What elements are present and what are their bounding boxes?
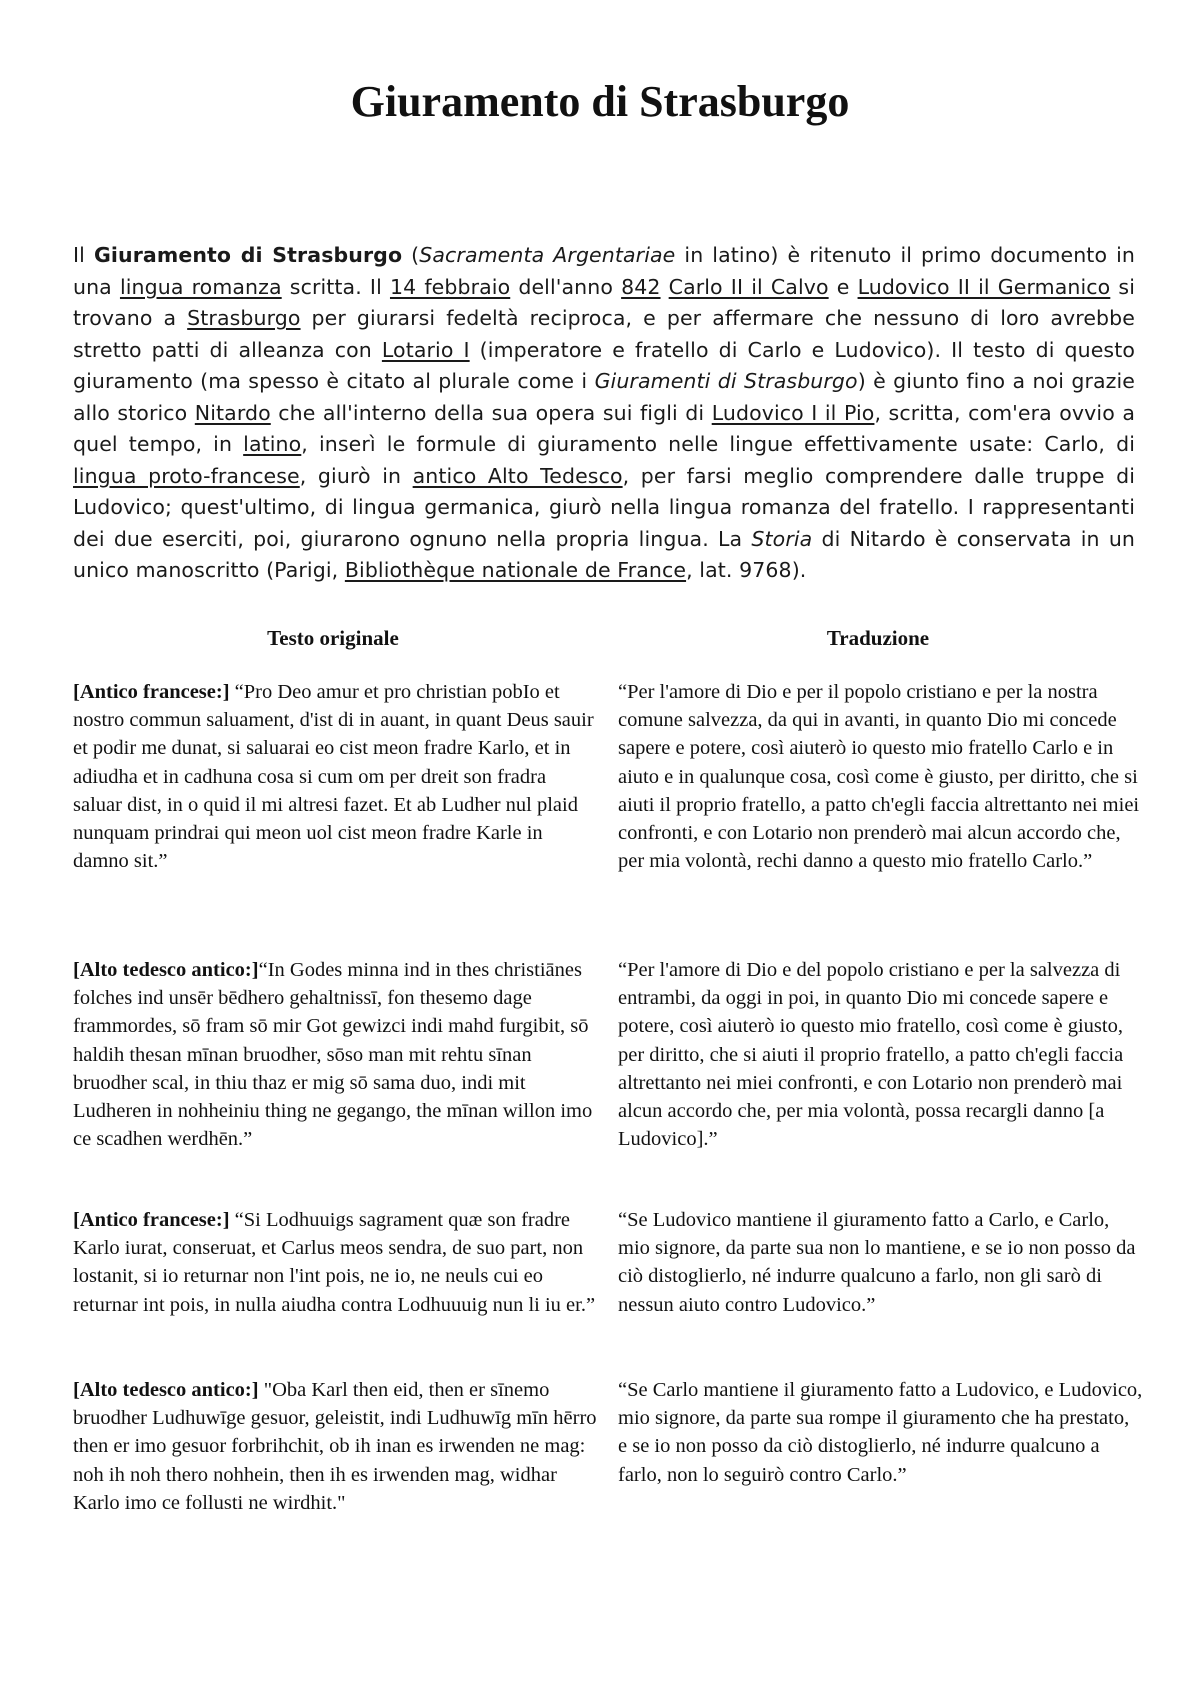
passage-original-text: "Oba Karl then eid, then er sīnemo bruodher Ludhuwīge gesuor, geleistit, indi Ludhuwīg mīn hērro then er imo gesuor forbrihchit, ob ih inan es irwenden ne mag: noh ih noh thero nohhein, then ih es irwenden mag, widhar Karlo imo ce follusti ne wirdhit." bbox=[73, 1379, 597, 1514]
intro-text bbox=[661, 275, 669, 299]
passage-original-1 bbox=[73, 678, 598, 875]
passage-original-text: “Si Lodhuuigs sagrament quæ son fradre Karlo iurat, conseruat, et Carlus meos sendra, de suo part, non lostanit, si io returnar non l'int pois, ne io, ne neuls cui eo returnar int pois, in nulla aiudha contra Lodhuuuig nun li iu er.” bbox=[73, 1209, 596, 1316]
passage-translation-3: “Se Ludovico mantiene il giuramento fatto a Carlo, e Carlo, mio signore, da parte sua non lo mantiene, e se io non posso da ciò distoglierlo, né indurre qualcuno a farlo, non gli sarò di nessun aiuto contro Ludovico.” bbox=[618, 1209, 1136, 1316]
link-bibliotheque-nationale[interactable]: Bibliothèque nationale de France bbox=[344, 558, 687, 582]
heading-translation: Traduzione bbox=[826, 626, 930, 650]
intro-bold-term: Giuramento di Strasburgo bbox=[93, 243, 403, 267]
link-lotario-i[interactable]: Lotario I bbox=[381, 337, 470, 362]
intro-text: , giurò in bbox=[299, 463, 413, 488]
passage-translation-4: “Se Carlo mantiene il giuramento fatto a Ludovico, e Ludovico, mio signore, da parte sua rompe il giuramento che ha prestato, e se io non posso da ciò distoglierlo, né indurre qualcuno a farlo, non lo seguirò contro Carlo.” bbox=[618, 1379, 1143, 1486]
link-ludovico-i-il-pio[interactable]: Ludovico I il Pio bbox=[711, 400, 875, 425]
passage-original-text: “In Godes minna ind in thes christiānes folches ind unsēr bēdhero gehaltnissī, fon thesemo dage frammordes, sō fram sō mir Got gewizci indi mahd furgibit, sō haldih thesan mīnan bruodher, sōso man mit rehtu sīnan bruodher scal, in thiu thaz er mig sō sama duo, indi mit Ludheren in nohheiniu thing ne gegango, the mīnan willon imo ce scadhen werdhēn.” bbox=[73, 959, 593, 1151]
intro-text: , scritta, com'era ovvio a quel tempo, in bbox=[73, 400, 1135, 456]
intro-text: ( bbox=[402, 243, 420, 267]
intro-text: si trovano a bbox=[73, 274, 1135, 330]
link-latino[interactable]: latino bbox=[243, 432, 302, 456]
passage-original-4 bbox=[73, 1376, 598, 1517]
passage-language-label: [Alto tedesco antico:] bbox=[73, 1379, 259, 1401]
intro-text: scritta. Il bbox=[281, 274, 390, 299]
link-14-febbraio[interactable]: 14 febbraio bbox=[389, 274, 511, 299]
passage-language-label: [Antico francese:] bbox=[73, 1209, 230, 1231]
intro-text: ) è giunto fino a noi grazie allo storico bbox=[73, 369, 1136, 425]
passage-translation-1: “Per l'amore di Dio e per il popolo cristiano e per la nostra comune salvezza, da qui in avanti, in quanto Dio mi concede sapere e potere, così aiuterò io questo mio fratello Carlo e in aiuto e in qualunque cosa, così come è giusto, per diritto, che si aiuti il proprio fratello, a patto ch'egli faccia altrettanto nei miei confronti, e con Lotario non prenderò mai alcun accordo che, per mia volontà, rechi danno a questo mio fratello Carlo.” bbox=[618, 681, 1140, 873]
intro-text: , per farsi meglio comprendere dalle truppe di Ludovico; quest'ultimo, di lingua germanica, giurò nella lingua romanza del fratello. I rappresentanti dei due eserciti, poi, giurarono ognuno nella propria lingua. La bbox=[73, 463, 1135, 551]
intro-paragraph bbox=[73, 240, 1135, 587]
link-carlo-ii-il-calvo[interactable]: Carlo II il Calvo bbox=[668, 274, 829, 299]
document-title: Giuramento di Strasburgo bbox=[350, 77, 850, 126]
intro-text: in latino) è ritenuto il primo documento in una bbox=[73, 243, 1136, 299]
intro-text: per giurarsi fedeltà reciproca, e per affermare che nessuno di loro avrebbe stretto patti di alleanza con bbox=[73, 306, 1135, 362]
intro-text: , lat. 9768). bbox=[686, 558, 807, 582]
intro-italic-term: Storia bbox=[751, 526, 813, 551]
intro-text: Il bbox=[73, 243, 94, 267]
passage-original-3 bbox=[73, 1206, 598, 1319]
link-lingua-proto-francese[interactable]: lingua proto-francese bbox=[73, 463, 300, 488]
passage-language-label: [Alto tedesco antico:] bbox=[73, 959, 259, 981]
passage-translation-2: “Per l'amore di Dio e del popolo cristiano e per la salvezza di entrambi, da oggi in poi, in quanto Dio mi concede sapere e potere, così aiuterò io questo mio fratello, così come è giusto, per diritto, che si aiuti il proprio fratello, a patto ch'egli faccia altrettanto nei miei confronti, e con Lotario non prenderò mai alcun accordo che, per mia volontà, possa recargli danno [a Ludovico].” bbox=[618, 959, 1124, 1151]
passage-original-2 bbox=[73, 956, 598, 1153]
intro-text: (imperatore e fratello di Carlo e Ludovico). Il testo di questo giuramento (ma spesso è citato al plurale come i bbox=[73, 337, 1135, 393]
link-lingua-romanza[interactable]: lingua romanza bbox=[119, 274, 282, 299]
passage-language-label: [Antico francese:] bbox=[73, 681, 230, 703]
link-antico-alto-tedesco[interactable]: antico Alto Tedesco bbox=[412, 463, 623, 488]
intro-text: di Nitardo è conservata in un unico manoscritto (Parigi, bbox=[73, 526, 1136, 582]
intro-text: dell'anno bbox=[510, 274, 622, 299]
heading-original-text: Testo originale bbox=[267, 626, 399, 650]
intro-italic-term: Giuramenti di Strasburgo bbox=[594, 369, 858, 393]
link-ludovico-ii-il-germanico[interactable]: Ludovico II il Germanico bbox=[857, 274, 1111, 299]
link-strasburgo[interactable]: Strasburgo bbox=[187, 306, 301, 330]
link-nitardo[interactable]: Nitardo bbox=[194, 400, 271, 425]
link-842[interactable]: 842 bbox=[621, 274, 661, 299]
intro-text: che all'interno della sua opera sui figli di bbox=[270, 400, 712, 425]
intro-latin-term: Sacramenta Argentariae bbox=[419, 243, 676, 267]
intro-text: e bbox=[828, 274, 858, 299]
intro-text: , inserì le formule di giuramento nelle lingue effettivamente usate: Carlo, di bbox=[301, 432, 1136, 456]
passage-original-text: “Pro Deo amur et pro christian pobIo et nostro commun saluament, d'ist di in auant, in quant Deus sauir et podir me dunat, si saluarai eo cist meon fradre Karlo, et in adiudha et in cadhuna cosa si cum om per dreit son fradra saluar dist, in o quid il mi altresi fazet. Et ab Ludher nul plaid nunquam prindrai qui meon uol cist meon fradre Karle in damno sit.” bbox=[73, 681, 594, 873]
